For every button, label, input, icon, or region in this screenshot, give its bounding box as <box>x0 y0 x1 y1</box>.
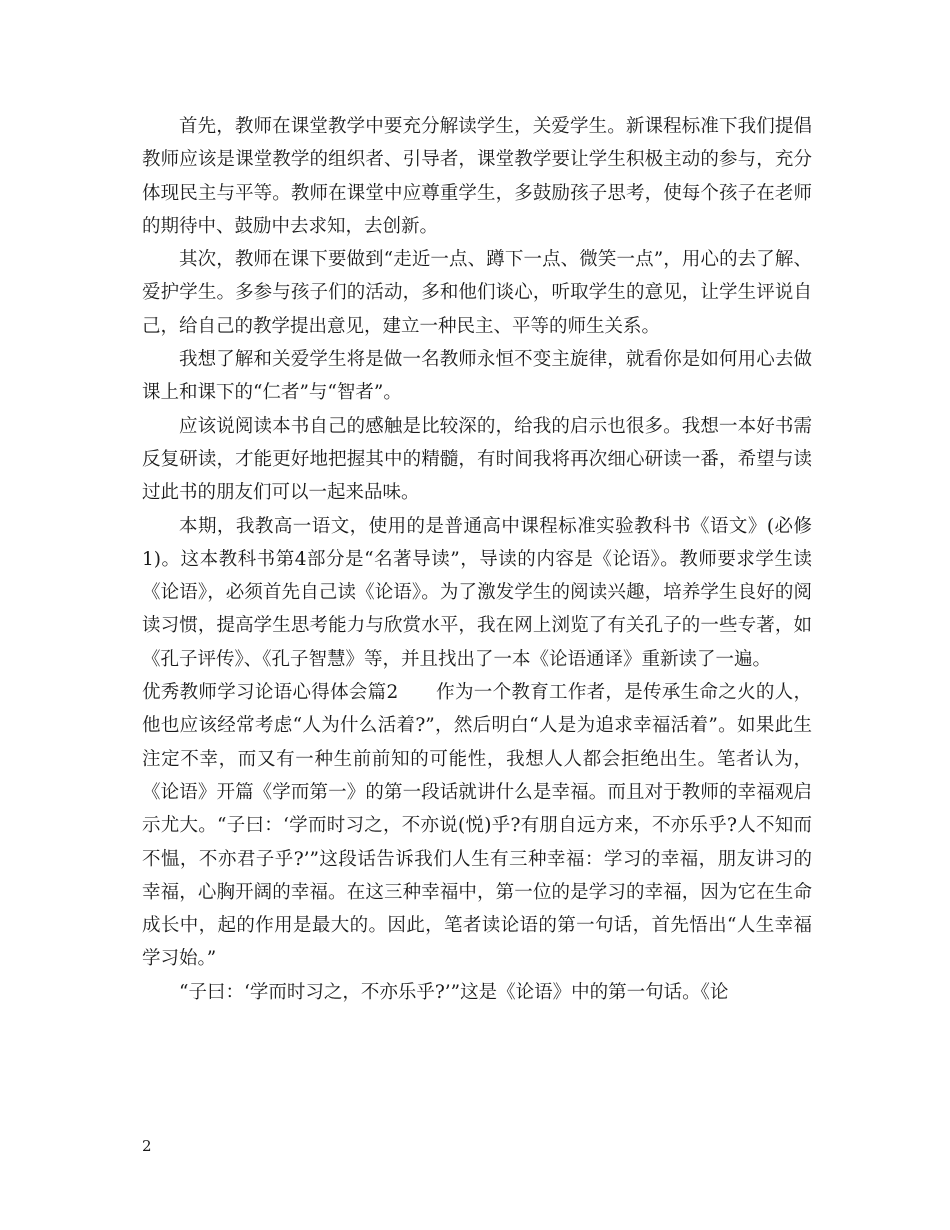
paragraph-6-section-heading: 优秀教师学习论语心得体会篇2 作为一个教育工作者，是传承生命之火的人，他也应该经常考虑“人为什么活着?”，然后明白“人是为追求幸福活着”。如果此生注定不幸，而又有一种生前前知的可能性，我想人人都会拒绝出生。笔者认为，《论语》开篇《学而第一》的第一段话就讲什么是幸福。而且对于教师的幸福观启示尤大。“子曰：‘学而时习之，不亦说(悦)乎?有朋自远方来，不亦乐乎?人不知而不愠，不亦君子乎?’”这段话告诉我们人生有三种幸福：学习的幸福，朋友讲习的幸福，心胸开阔的幸福。在这三种幸福中，第一位的是学习的幸福，因为它在生命成长中，起的作用是最大的。因此，笔者读论语的第一句话，首先悟出“人生幸福学习始。” <box>142 682 812 970</box>
paragraph-5: 本期，我教高一语文，使用的是普通高中课程标准实验教科书《语文》(必修1)。这本教科书第4部分是“名著导读”，导读的内容是《论语》。教师要求学生读《论语》，必须首先自己读《论语》。为了激发学生的阅读兴趣，培养学生良好的阅读习惯，提高学生思考能力与欣赏水平，我在网上浏览了有关孔子的一些专著，如《孔子评传》、《孔子智慧》等，并且找出了一本《论语通译》重新读了一遍。 <box>142 515 812 670</box>
paragraph-7: “子曰：‘学而时习之，不亦乐乎?’”这是《论语》中的第一句话。《论 <box>179 981 729 1003</box>
page-number: 2 <box>142 1137 152 1155</box>
paragraph-3: 我想了解和关爱学生将是做一名教师永恒不变主旋律，就看你是如何用心去做课上和课下的“仁者”与“智者”。 <box>142 349 812 404</box>
paragraph-2: 其次，教师在课下要做到“走近一点、蹲下一点、微笑一点”，用心的去了解、爱护学生。多参与孩子们的活动，多和他们谈心，听取学生的意见，让学生评说自己，给自己的教学提出意见，建立一种民主、平等的师生关系。 <box>142 249 812 337</box>
document-body <box>142 110 812 1009</box>
paragraph-4: 应该说阅读本书自己的感触是比较深的，给我的启示也很多。我想一本好书需反复研读，才能更好地把握其中的精髓，有时间我将再次细心研读一番，希望与读过此书的朋友们可以一起来品味。 <box>142 415 812 504</box>
paragraph-1: 首先，教师在课堂教学中要充分解读学生，关爱学生。新课程标准下我们提倡教师应该是课堂教学的组织者、引导者，课堂教学要让学生积极主动的参与，充分体现民主与平等。教师在课堂中应尊重学生，多鼓励孩子思考，使每个孩子在老师的期待中、鼓励中去求知，去创新。 <box>142 116 812 237</box>
